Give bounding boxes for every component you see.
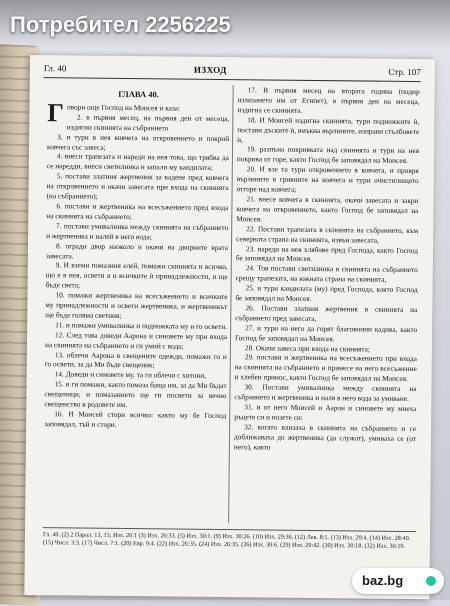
chapter-title: ГЛАВА 40.: [118, 88, 159, 100]
watermark-banner: [0, 0, 450, 48]
verse-paragraph: 30. Постави умивалника между скинията на събранието и жертвеника и наля в него вода за умиване.: [234, 382, 417, 404]
verse-paragraph: 21. внесе ковчега в скинията, окачи завесата и закри ковчега на откровението, както Господ бе заповядал на Моисея.: [236, 194, 419, 224]
left-paragraphs: [44, 98, 230, 431]
verse-paragraph: 19. разпъна покривката над скинията и тури на нея покрива от горе, както Господ бе заповядал на Моисея.: [236, 144, 420, 166]
logo-text: baz.bg: [362, 573, 404, 588]
drop-cap: Г: [47, 98, 65, 128]
verse-paragraph: 23. нареди на нея хлябове пред Господа, както Господ бе заповядал на Моисея.: [235, 243, 419, 264]
verse-paragraph: 31. и от него Моисей и Аарон и синовете му миеха ръцете си и нозете си:: [234, 402, 417, 422]
verse-paragraph: 9. И вземи помазния елей, помажи скинията и всичко, що е в нея, освети я и всичките ѝ принадлежности, и ще бъде света;: [45, 260, 228, 290]
verse-paragraph: 6. постави и жертвеника на всесъжението пред входа на скинията на събранието;: [46, 201, 229, 221]
footnotes: Гл. 40. (2) 2 Парал. 13, 15; Изх. 26:1 (3) Изх. 26:33. (5) Изх. 30:1. (9) Изх. 30:26. (10) Изх. 29:36. (12) Лев. 8:1. (13) Изх. 29:4. (14) Изх. 28:40. (15) Числ. 3:3. (17) Числ. 7:1. (20) Евр. 9:4. (22) Изх. 26:35. (24) Изх. 26:35. (26) Изх. 30:6. (29) Изх. 29:42. (30) Изх. 30:18. (32) Изх. 30:19.: [43, 527, 416, 551]
verse-paragraph: 29. постави и жертвеника на всесъжението при входа на скинията на събранието и принесе на него всесъжение и хлебен принос, както Господ бе заповядал на Моисея.: [234, 352, 417, 384]
book-page: [24, 55, 435, 599]
verse-paragraph: 11. и помажи умивалника и подножката му и го освети.: [55, 320, 228, 331]
left-column: [44, 83, 230, 431]
verse-paragraph: 2. в първия месец, на първия ден от месеца, издигни скинията на събранието: [66, 112, 230, 133]
verse-paragraph: 24. Тоя постави светилника в скинията на събранието срещу трапезата, на южната страна на скинията,: [235, 263, 418, 284]
book-title: ИЗХОД: [193, 64, 227, 76]
chapter-label: Гл. 40: [43, 63, 67, 74]
verse-paragraph: 12. След това доведи Аарона и синовете му при входа на скинията на събранието и ги умий с вода;: [44, 330, 228, 351]
verse-paragraph: 15. и ги помажи, както помаза баща им, за да Ми бъдат свещеници, и помазанието ще ги посвети за вечно свещенство в родовете им.: [44, 379, 227, 410]
verse-paragraph: 14. Доведи и синовете му, та ги облечи с хитони,: [54, 369, 207, 381]
verse-paragraph: 26. Постави златния жертвеник в скинията на събранието пред завесата,: [235, 303, 418, 323]
verse-paragraph: 32. когато влизаха в скинията на събранието и се доближаваха до жертвеника (да служат), умиваха се (от него), както: [233, 422, 417, 452]
page-header: [44, 61, 421, 82]
logo-dot-icon: [426, 576, 436, 586]
right-paragraphs: [234, 85, 420, 453]
verse-paragraph: 7. постави умивалника между скинията на събранието и жертвеника и налей в него вода;: [46, 221, 229, 241]
verse-paragraph: 27. и тури на него да горят благовонни кадива, както Господ бе заповядал на Моисея.: [235, 323, 418, 343]
bazar-logo: [352, 568, 444, 594]
verse-paragraph: 20. И взе та тури откровението в ковчега, и провря върлините в гривните на ковчега и тури очистилището отгоре над ковчега;: [236, 164, 419, 194]
verse-paragraph: 5. постави златния жертвеник за кадене пред ковчега на откровението и окачи завесата при входа на скинията (на събранието);: [46, 171, 229, 201]
watermark-username: Потребител 2256225: [10, 12, 231, 37]
verse-paragraph: 8. огради двор наоколо и окачи на дворните врата завесата.: [45, 240, 229, 260]
verse-paragraph: 4. внеси трапезата и нареди на нея това, що трябва да се наредди, внеси светилника и запали му кандилата;: [46, 151, 229, 173]
verse-paragraph: 18. И Моисей издигна скинията, тури подножките ѝ, постави дъските ѝ, вмъкна върлините, изправи стълбовете ѝ,: [237, 114, 420, 144]
right-column: [234, 85, 420, 453]
verse-paragraph: 22. Постави трапезата в скинията на събранието, към северната страна на скинията, извън завесата,: [236, 223, 419, 245]
verse-paragraph: 17. В първия месец на втората година (подир излизането им от Египет), в първия ден на месеца, издигна се скинията.: [237, 85, 420, 115]
verse-paragraph: 10. помажи жертвеника на всесъжението и всичките му принадлежности и освети жертвеника, и жертвеникът ще бъде голяма светиня;: [45, 290, 228, 320]
verse-paragraph: 13. облечи Аарона в свещените одежди, помажи го и го освети, за да Ми бъде свещеник;: [44, 349, 227, 370]
verse-paragraph: 28. Окачи завеса при входа на скинията;: [244, 342, 371, 354]
verse-paragraph: 3. и тури в нея ковчега на откровението и покрий ковчега със завеса;: [46, 131, 230, 152]
page-number: Стр. 107: [388, 66, 421, 78]
first-verse-text: овори още Господ на Моисея и каза:: [66, 102, 181, 113]
verse-paragraph: 25. и тури кандилата (му) пред Господа, както Господ бе заповядал на Моисея.: [235, 283, 418, 303]
verse-paragraph: 16. И Моисей стори всичко: както му бе Господ заповядал, тъй и стори.: [44, 409, 227, 429]
